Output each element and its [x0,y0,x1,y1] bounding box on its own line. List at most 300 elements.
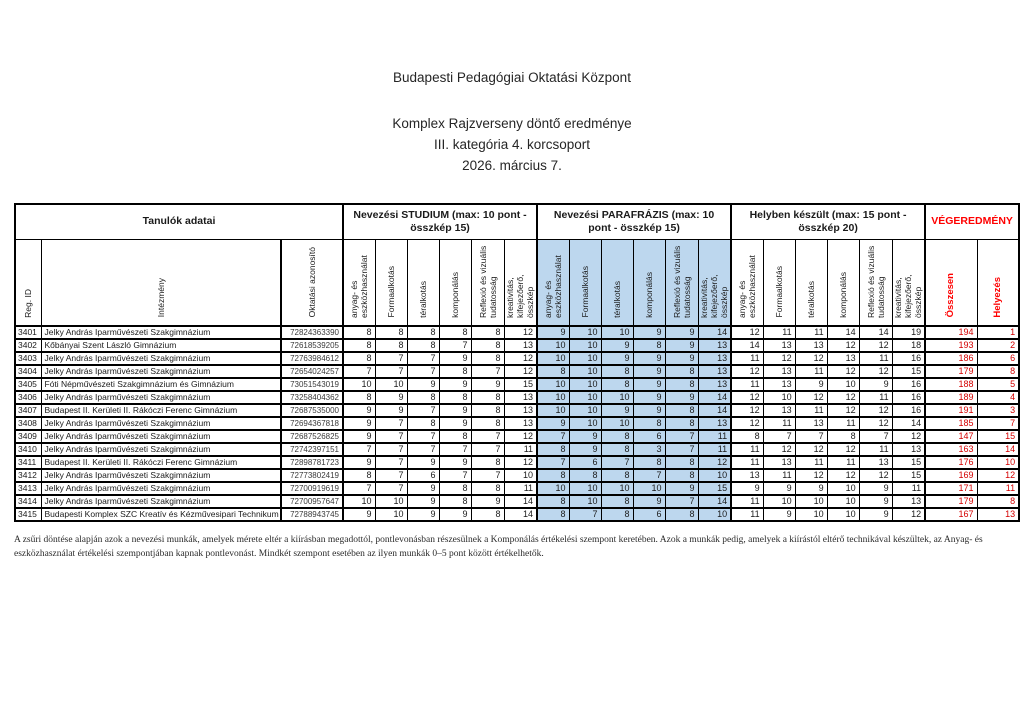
cell-reg-id: 3415 [15,508,41,521]
cell-helyezes: 5 [977,378,1019,391]
group-header-students: Tanulók adatai [15,204,343,239]
table-row [15,391,1019,404]
cell-helyezes: 7 [977,417,1019,430]
cell-helyben-score: 11 [859,352,892,365]
cell-helyben-score: 11 [731,352,763,365]
cell-parafrazis-score: 10 [569,417,601,430]
table-row [15,404,1019,417]
cell-helyben-score: 10 [827,482,859,495]
cell-parafrazis-score: 8 [665,404,698,417]
cell-studium-score: 8 [439,495,471,508]
cell-helyben-score: 12 [795,391,827,404]
cell-helyben-score: 14 [892,417,925,430]
cell-parafrazis-score: 10 [569,326,601,339]
cell-parafrazis-score: 9 [633,365,665,378]
cell-azonosito: 73258404362 [281,391,343,404]
cell-studium-score: 10 [504,469,537,482]
cell-helyben-score: 12 [827,391,859,404]
cell-helyben-score: 7 [795,430,827,443]
cell-helyben-score: 15 [892,469,925,482]
cell-parafrazis-score: 13 [698,378,731,391]
cell-parafrazis-score: 8 [601,495,633,508]
cell-parafrazis-score: 9 [665,391,698,404]
cell-parafrazis-score: 15 [698,482,731,495]
cell-helyezes: 15 [977,430,1019,443]
cell-parafrazis-score: 10 [698,469,731,482]
cell-parafrazis-score: 10 [633,482,665,495]
cell-osszesen: 185 [925,417,977,430]
cell-helyben-score: 13 [892,495,925,508]
cell-helyben-score: 12 [859,417,892,430]
cell-helyezes: 8 [977,365,1019,378]
cell-studium-score: 9 [375,404,407,417]
cell-helyben-score: 13 [795,339,827,352]
cell-studium-score: 8 [343,339,375,352]
cell-studium-score: 9 [343,456,375,469]
cell-studium-score: 7 [471,365,504,378]
table-row [15,352,1019,365]
cell-studium-score: 8 [439,430,471,443]
cell-studium-score: 7 [407,430,439,443]
cell-osszesen: 179 [925,495,977,508]
cell-helyben-score: 14 [827,326,859,339]
cell-parafrazis-score: 8 [569,469,601,482]
document-title: Komplex Rajzverseny döntő eredménye [392,116,632,131]
cell-studium-score: 10 [343,495,375,508]
cell-studium-score: 7 [375,456,407,469]
column-header-helyben-criterion: anyag- és eszközhasználat [731,239,763,326]
cell-helyben-score: 10 [827,378,859,391]
cell-azonosito: 72700957647 [281,495,343,508]
cell-parafrazis-score: 10 [569,339,601,352]
cell-studium-score: 9 [407,482,439,495]
cell-helyben-score: 12 [892,430,925,443]
organization-title: Budapesti Pedagógiai Oktatási Központ [393,70,631,85]
table-row [15,495,1019,508]
cell-intezmeny: Jelky András Iparművészeti Szakgimnázium [41,443,281,456]
cell-studium-score: 9 [343,508,375,521]
jury-note: A zsűri döntése alapján azok a nevezési munkák, amelyek mérete eltér a kiírásban megadottól, pontlevonásban részesülnek a Komponálás értékelési szempont keretében. Azok a munkák pedig, amelyek a kiírástól eltérő technikával készültek, az Anyag- és eszközhasználat értékelési szempontjában kapnak pontlevonást. Mindkét szempont esetében az ilyen munkák 0–5 pont között értékelhetők. [14,534,983,560]
cell-studium-score: 7 [343,365,375,378]
cell-studium-score: 8 [471,482,504,495]
cell-studium-score: 8 [343,391,375,404]
cell-parafrazis-score: 8 [601,508,633,521]
cell-studium-score: 7 [407,404,439,417]
cell-parafrazis-score: 7 [665,443,698,456]
table-row [15,508,1019,521]
cell-helyben-score: 11 [763,326,795,339]
cell-studium-score: 13 [504,404,537,417]
cell-azonosito: 72687526825 [281,430,343,443]
cell-parafrazis-score: 8 [665,378,698,391]
column-header-helyben-criterion: kreativitás, kifejezőerő, összkép [892,239,925,326]
table-row [15,482,1019,495]
cell-parafrazis-score: 10 [537,378,569,391]
cell-studium-score: 9 [439,417,471,430]
cell-parafrazis-score: 10 [537,339,569,352]
cell-azonosito: 72618539205 [281,339,343,352]
cell-parafrazis-score: 10 [601,417,633,430]
cell-osszesen: 179 [925,365,977,378]
cell-studium-score: 8 [343,352,375,365]
cell-helyezes: 14 [977,443,1019,456]
cell-helyben-score: 12 [731,326,763,339]
cell-parafrazis-score: 3 [633,443,665,456]
cell-parafrazis-score: 9 [633,378,665,391]
group-header-vegeredmeny: VÉGEREDMÉNY [925,204,1019,239]
cell-parafrazis-score: 8 [601,365,633,378]
cell-helyezes: 2 [977,339,1019,352]
cell-helyezes: 4 [977,391,1019,404]
cell-helyben-score: 8 [827,430,859,443]
cell-azonosito: 72742397151 [281,443,343,456]
cell-parafrazis-score: 9 [601,352,633,365]
cell-parafrazis-score: 9 [665,339,698,352]
cell-parafrazis-score: 7 [601,456,633,469]
cell-helyben-score: 10 [795,508,827,521]
cell-reg-id: 3403 [15,352,41,365]
cell-reg-id: 3409 [15,430,41,443]
column-header-parafrazis-criterion: kreativitás, kifejezőerő, összkép [698,239,731,326]
cell-studium-score: 7 [407,443,439,456]
cell-helyben-score: 9 [763,508,795,521]
cell-parafrazis-score: 8 [537,365,569,378]
cell-helyezes: 6 [977,352,1019,365]
cell-studium-score: 7 [375,365,407,378]
cell-parafrazis-score: 7 [537,430,569,443]
cell-parafrazis-score: 6 [633,430,665,443]
cell-helyben-score: 12 [827,404,859,417]
cell-azonosito: 72694367818 [281,417,343,430]
group-header-parafrazis: Nevezési PARAFRÁZIS (max: 10 pont - összkép 15) [537,204,731,239]
cell-parafrazis-score: 10 [537,352,569,365]
cell-helyben-score: 11 [731,456,763,469]
table-row [15,339,1019,352]
cell-helyben-score: 12 [892,508,925,521]
cell-helyben-score: 12 [827,365,859,378]
cell-studium-score: 9 [439,404,471,417]
cell-helyben-score: 19 [892,326,925,339]
table-row [15,456,1019,469]
table-row [15,443,1019,456]
cell-studium-score: 8 [471,326,504,339]
cell-helyben-score: 13 [763,456,795,469]
cell-helyben-score: 11 [763,417,795,430]
cell-helyben-score: 9 [795,482,827,495]
cell-helyben-score: 13 [763,378,795,391]
category-subtitle: III. kategória 4. korcsoport [433,137,591,152]
cell-azonosito: 72700919619 [281,482,343,495]
cell-osszesen: 163 [925,443,977,456]
column-header-helyben-criterion: Reflexió és vizuális tudatosság [859,239,892,326]
cell-parafrazis-score: 7 [665,430,698,443]
cell-helyben-score: 12 [795,469,827,482]
cell-studium-score: 9 [343,417,375,430]
cell-studium-score: 9 [375,391,407,404]
cell-studium-score: 7 [471,430,504,443]
cell-studium-score: 8 [375,339,407,352]
cell-helyben-score: 14 [859,326,892,339]
cell-helyben-score: 13 [859,456,892,469]
cell-parafrazis-score: 8 [601,443,633,456]
cell-intezmeny: Jelky András Iparművészeti Szakgimnázium [41,365,281,378]
cell-parafrazis-score: 8 [601,469,633,482]
cell-helyben-score: 10 [763,495,795,508]
table-row [15,365,1019,378]
cell-helyezes: 10 [977,456,1019,469]
cell-studium-score: 8 [471,391,504,404]
column-header-studium-criterion: Reflexió és vizuális tudatosság [471,239,504,326]
cell-parafrazis-score: 7 [537,456,569,469]
cell-studium-score: 12 [504,430,537,443]
cell-studium-score: 8 [471,456,504,469]
cell-helyben-score: 8 [731,430,763,443]
cell-osszesen: 194 [925,326,977,339]
cell-studium-score: 10 [375,508,407,521]
cell-parafrazis-score: 13 [698,339,731,352]
cell-osszesen: 191 [925,404,977,417]
cell-helyben-score: 7 [763,430,795,443]
cell-azonosito: 72654024257 [281,365,343,378]
cell-helyezes: 8 [977,495,1019,508]
cell-studium-score: 7 [471,443,504,456]
cell-studium-score: 9 [407,495,439,508]
cell-helyben-score: 12 [859,404,892,417]
cell-parafrazis-score: 8 [665,508,698,521]
cell-reg-id: 3404 [15,365,41,378]
cell-studium-score: 7 [439,339,471,352]
cell-studium-score: 12 [504,456,537,469]
cell-helyben-score: 13 [731,469,763,482]
cell-intezmeny: Kőbányai Szent László Gimnázium [41,339,281,352]
cell-helyben-score: 12 [731,417,763,430]
cell-parafrazis-score: 10 [601,482,633,495]
cell-parafrazis-score: 10 [569,391,601,404]
cell-parafrazis-score: 10 [698,508,731,521]
cell-helyben-score: 12 [827,469,859,482]
column-header-helyezes: Helyezés [977,239,1019,326]
cell-studium-score: 9 [439,378,471,391]
cell-parafrazis-score: 10 [601,326,633,339]
cell-studium-score: 12 [504,365,537,378]
cell-helyben-score: 12 [859,339,892,352]
cell-intezmeny: Jelky András Iparművészeti Szakgimnázium [41,482,281,495]
cell-studium-score: 8 [471,417,504,430]
cell-studium-score: 7 [375,352,407,365]
cell-helyben-score: 12 [763,443,795,456]
cell-helyezes: 12 [977,469,1019,482]
cell-helyben-score: 18 [892,339,925,352]
cell-helyben-score: 9 [859,495,892,508]
cell-reg-id: 3402 [15,339,41,352]
cell-parafrazis-score: 10 [537,404,569,417]
cell-studium-score: 9 [439,508,471,521]
cell-parafrazis-score: 8 [601,378,633,391]
cell-helyben-score: 9 [763,482,795,495]
cell-parafrazis-score: 9 [665,352,698,365]
cell-parafrazis-score: 8 [633,456,665,469]
cell-osszesen: 176 [925,456,977,469]
cell-parafrazis-score: 10 [569,482,601,495]
cell-parafrazis-score: 10 [569,495,601,508]
cell-azonosito: 72773802419 [281,469,343,482]
cell-studium-score: 7 [439,469,471,482]
cell-studium-score: 7 [407,365,439,378]
cell-parafrazis-score: 8 [665,417,698,430]
cell-studium-score: 9 [439,352,471,365]
cell-intezmeny: Budapest II. Kerületi II. Rákóczi Ferenc Gimnázium [41,456,281,469]
cell-studium-score: 7 [471,469,504,482]
column-header-parafrazis-criterion: téralkotás [601,239,633,326]
cell-studium-score: 12 [504,326,537,339]
cell-parafrazis-score: 14 [698,404,731,417]
cell-helyben-score: 13 [763,365,795,378]
cell-helyben-score: 11 [827,456,859,469]
cell-parafrazis-score: 9 [665,482,698,495]
cell-studium-score: 9 [343,404,375,417]
cell-reg-id: 3410 [15,443,41,456]
cell-helyben-score: 13 [892,443,925,456]
cell-helyben-score: 11 [731,508,763,521]
cell-intezmeny: Budapesti Komplex SZC Kreatív és Kézművesipari Technikum [41,508,281,521]
cell-helyezes: 3 [977,404,1019,417]
cell-helyben-score: 13 [763,339,795,352]
cell-helyben-score: 11 [731,495,763,508]
table-row [15,378,1019,391]
cell-helyben-score: 10 [795,495,827,508]
cell-parafrazis-score: 10 [537,391,569,404]
cell-studium-score: 8 [407,339,439,352]
cell-helyben-score: 13 [763,404,795,417]
cell-studium-score: 9 [407,456,439,469]
cell-parafrazis-score: 8 [537,495,569,508]
cell-intezmeny: Jelky András Iparművészeti Szakgimnázium [41,430,281,443]
cell-osszesen: 171 [925,482,977,495]
cell-intezmeny: Jelky András Iparművészeti Szakgimnázium [41,391,281,404]
cell-parafrazis-score: 8 [537,443,569,456]
cell-helyben-score: 9 [859,378,892,391]
cell-helyben-score: 15 [892,365,925,378]
table-row [15,430,1019,443]
cell-intezmeny: Budapest II. Kerületi II. Rákóczi Ferenc Gimnázium [41,404,281,417]
cell-helyben-score: 12 [795,443,827,456]
cell-helyben-score: 11 [859,391,892,404]
cell-intezmeny: Jelky András Iparművészeti Szakgimnázium [41,417,281,430]
cell-helyben-score: 12 [731,365,763,378]
cell-parafrazis-score: 8 [633,417,665,430]
table-row [15,417,1019,430]
cell-helyben-score: 14 [731,339,763,352]
cell-studium-score: 8 [375,326,407,339]
cell-parafrazis-score: 7 [665,495,698,508]
cell-osszesen: 169 [925,469,977,482]
cell-parafrazis-score: 13 [698,365,731,378]
column-header-parafrazis-criterion: komponálás [633,239,665,326]
cell-studium-score: 10 [375,495,407,508]
cell-helyben-score: 16 [892,404,925,417]
cell-helyben-score: 11 [731,443,763,456]
cell-parafrazis-score: 8 [665,456,698,469]
cell-studium-score: 7 [375,443,407,456]
cell-studium-score: 8 [439,365,471,378]
cell-reg-id: 3413 [15,482,41,495]
column-header-studium-criterion: anyag- és eszközhasználat [343,239,375,326]
column-header-helyben-criterion: téralkotás [795,239,827,326]
column-header-parafrazis-criterion: anyag- és eszközhasználat [537,239,569,326]
cell-studium-score: 8 [439,391,471,404]
column-header-helyben-criterion: komponálás [827,239,859,326]
group-header-helyben: Helyben készült (max: 15 pont - összkép 20) [731,204,925,239]
cell-helyezes: 13 [977,508,1019,521]
cell-helyben-score: 16 [892,378,925,391]
cell-reg-id: 3408 [15,417,41,430]
column-header-osszesen: Összesen [925,239,977,326]
cell-parafrazis-score: 9 [633,326,665,339]
group-header-studium: Nevezési STUDIUM (max: 10 pont - összkép 15) [343,204,537,239]
cell-studium-score: 7 [439,443,471,456]
column-header-row [15,239,1019,326]
cell-helyben-score: 10 [827,508,859,521]
cell-parafrazis-score: 14 [698,391,731,404]
cell-reg-id: 3411 [15,456,41,469]
cell-helyben-score: 15 [892,456,925,469]
cell-reg-id: 3414 [15,495,41,508]
cell-studium-score: 14 [504,508,537,521]
cell-helyben-score: 9 [859,508,892,521]
cell-helyben-score: 12 [827,443,859,456]
cell-intezmeny: Jelky András Iparművészeti Szakgimnázium [41,326,281,339]
cell-helyben-score: 12 [731,391,763,404]
cell-studium-score: 9 [439,456,471,469]
cell-parafrazis-score: 10 [569,365,601,378]
group-header-row [15,204,1019,239]
cell-azonosito: 72687535000 [281,404,343,417]
cell-studium-score: 8 [407,391,439,404]
cell-parafrazis-score: 9 [537,326,569,339]
cell-parafrazis-score: 11 [698,443,731,456]
results-table [14,203,1020,522]
cell-parafrazis-score: 10 [569,404,601,417]
cell-intezmeny: Fóti Népművészeti Szakgimnázium és Gimnázium [41,378,281,391]
cell-helyben-score: 12 [827,339,859,352]
cell-studium-score: 13 [504,339,537,352]
cell-parafrazis-score: 7 [569,508,601,521]
cell-studium-score: 13 [504,417,537,430]
cell-parafrazis-score: 14 [698,326,731,339]
cell-studium-score: 8 [471,339,504,352]
cell-parafrazis-score: 9 [537,417,569,430]
cell-parafrazis-score: 9 [633,391,665,404]
cell-helyben-score: 11 [827,417,859,430]
cell-helyben-score: 12 [763,352,795,365]
document-header [0,0,1024,176]
cell-parafrazis-score: 9 [633,404,665,417]
cell-parafrazis-score: 9 [569,430,601,443]
cell-azonosito: 73051543019 [281,378,343,391]
cell-parafrazis-score: 7 [633,469,665,482]
cell-studium-score: 12 [504,352,537,365]
column-header-reg-id: Reg. ID [15,239,41,326]
cell-studium-score: 9 [407,378,439,391]
cell-studium-score: 13 [504,391,537,404]
cell-helyben-score: 11 [892,482,925,495]
cell-helyben-score: 13 [795,417,827,430]
column-header-parafrazis-criterion: Formaalkotás [569,239,601,326]
cell-helyben-score: 11 [795,404,827,417]
cell-helyben-score: 10 [763,391,795,404]
cell-studium-score: 11 [504,443,537,456]
cell-studium-score: 14 [504,495,537,508]
